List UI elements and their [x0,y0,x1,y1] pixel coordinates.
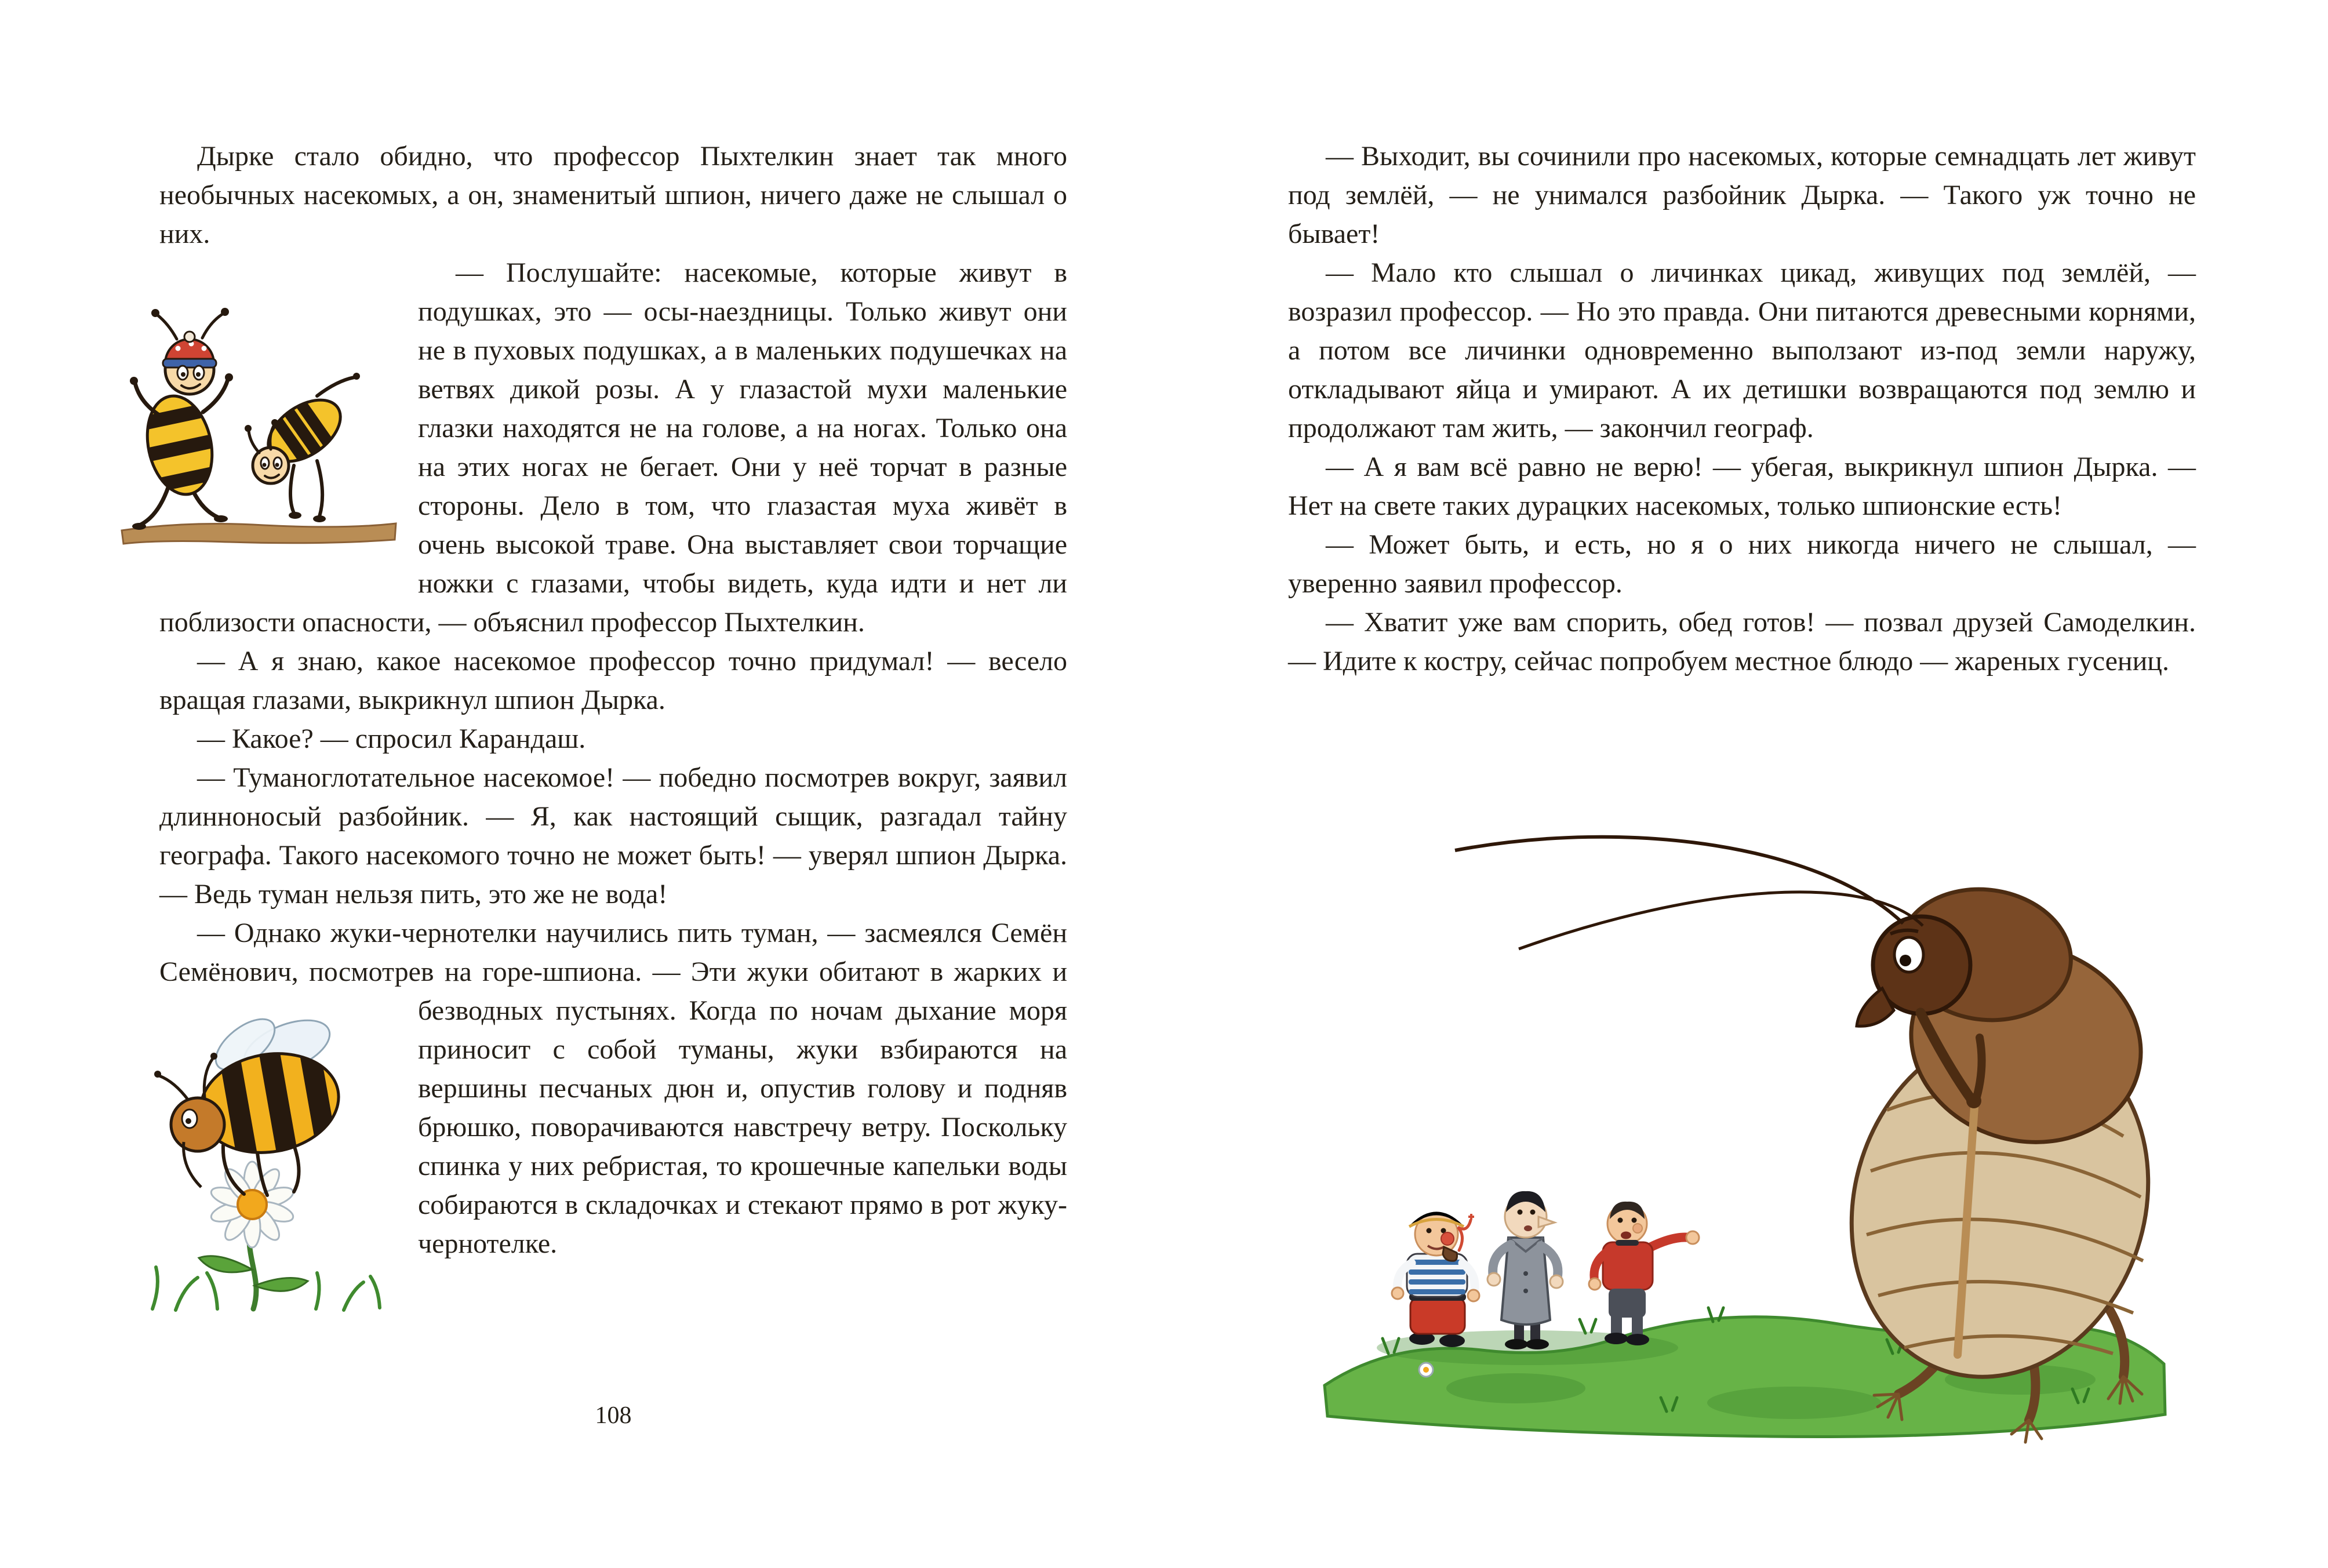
paragraph: — А я знаю, какое насекомое профессор точно придумал! — весело вращая глазами, выкрикнул шпион Дырка. [159,646,1067,715]
paragraph: — А я вам всё равно не верю! — убегая, выкрикнул шпион Дырка. — Нет на свете таких дурацких насекомых, только шпионские есть! [1288,452,2196,521]
paragraph: — Мало кто слышал о личинках цикад, живущих под землёй, — возразил профессор. — Но это правда. Они питаются древесными корнями, а потом все личинки одновременно выползают из-под земли наружу, откладывают яйца и умирают. А их детишки возвращаются под землю и продолжают там жить, — закончил географ. [1288,257,2196,443]
bee-on-flower-drawing [130,996,403,1312]
paragraph: — Выходит, вы сочинили про насекомых, которые семнадцать лет живут под землёй, — не унимался разбойник Дырка. — Такого уж точно не бывает! [1288,141,2196,249]
giant-beetle-scene-drawing [1307,797,2182,1452]
paragraph-text: Когда по ночам дыхание моря приносит с собой туманы, жуки взбираются на вершины песчаных дюн и, опустив голову и подняв брюшко, поворачиваются навстречу ветру. Поскольку спинка у них ребристая, то крошечные капельки воды собираются в складочках и стекают прямо в рот жуку-чернотелке. [418,995,1068,1259]
giant-beetle-scene-illustration [1307,797,2182,1452]
paragraph: — Какое? — спросил Карандаш. [197,723,586,754]
bee-on-flower-illustration [130,996,403,1312]
paragraph-text: — Однако жуки-чернотелки научились пить туман, — засмеялся Семён Семёнович, посмотрев на горе-шпиона. — Эти жуки обитают в жарких и безводных пустынях. [159,918,1067,1026]
dancing-wasps-drawing [113,257,403,564]
pirate-figure [1392,1213,1479,1347]
paragraph: — Хватит уже вам спорить, обед готов! — позвал друзей Самоделкин. — Идите к костру, сейчас попробуем местное блюдо — жареных гусениц. [1288,607,2196,676]
professor-figure [1487,1191,1563,1349]
dancing-wasps-illustration [113,257,403,564]
paragraph: Дырке стало обидно, что профессор Пыхтелкин знает так много необычных насекомых, а он, знаменитый шпион, ничего даже не слышал о них. [159,141,1067,249]
paragraph [159,914,1067,1263]
page-right [1288,137,2196,681]
page-number: 108 [595,1402,632,1429]
paragraph: — Послушайте: насекомые, которые живут в подушках, это — осы-наездницы. Только живут они не в пуховых подушках, а в маленьких подушечках на ветвях дикой розы. А у глазастой мухи маленькие глазки находятся не на голове, а на ногах. Только она на этих ногах не бегает. Они у неё торчат в разные стороны. Дело в том, что глазастая муха живёт в очень высокой траве. Она выставляет свои торчащие ножки с глазами, чтобы видеть, куда идти и нет ли поблизости опасности, — объяснил профессор Пыхтелкин. [159,257,1067,638]
page-left [159,137,1067,1312]
paragraph: — Туманоглотательное насекомое! — победно посмотрев вокруг, заявил длинноносый разбойник. — Я, как настоящий сыщик, разгадал тайну географа. Такого насекомого точно не может быть! — уверял шпион Дырка. — Ведь туман нельзя пить, это же не вода! [159,762,1067,909]
paragraph: — Может быть, и есть, но я о них никогда ничего не слышал, — уверенно заявил профессор. [1288,529,2196,599]
